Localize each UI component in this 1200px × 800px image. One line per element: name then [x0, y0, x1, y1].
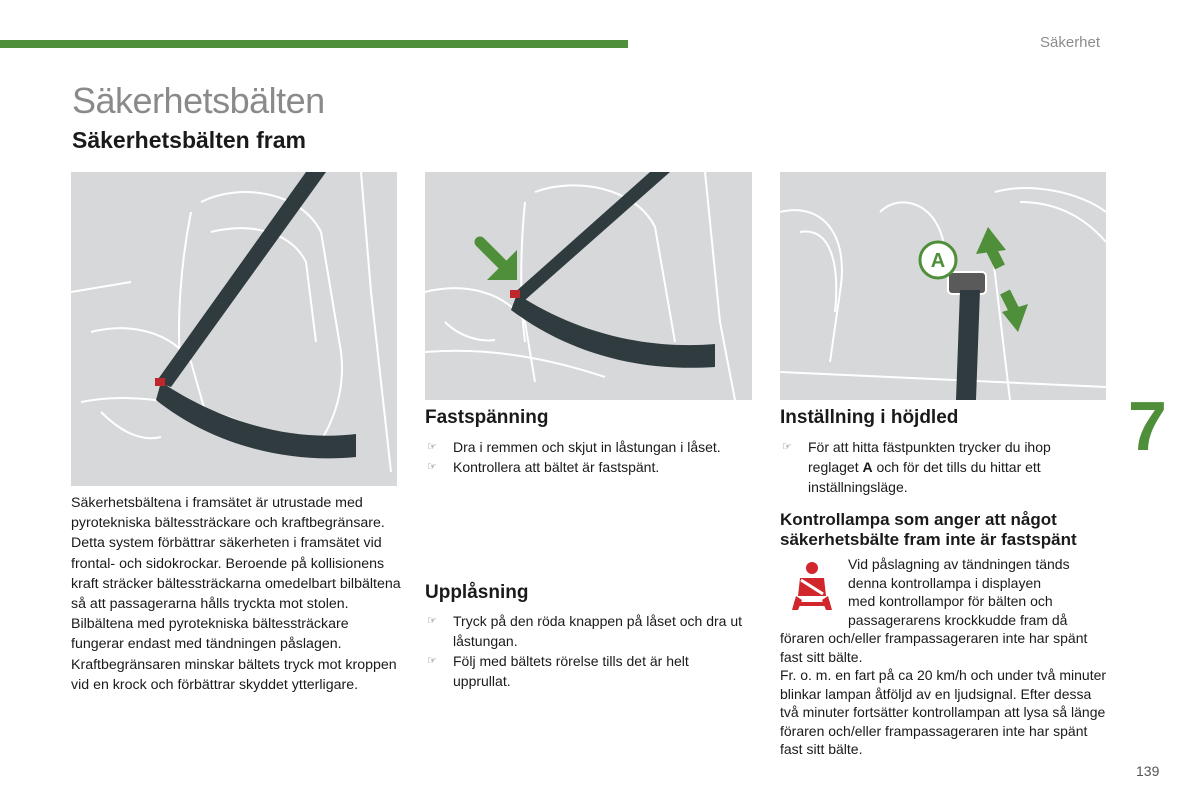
- fastening-list: [425, 437, 755, 477]
- lamp-line: med kontrollampor för bälten och: [848, 593, 1053, 609]
- fastening-heading: Fastspänning: [425, 407, 549, 428]
- list-item: ☞ Kontrollera att bältet är fastspänt.: [427, 459, 660, 475]
- unlocking-list: [425, 611, 745, 691]
- height-adjustment-illustration: [780, 172, 1106, 400]
- fastening-illustration: [425, 172, 752, 400]
- list-item: ☞ Tryck på den röda knappen på låset och dra ut låstungan.: [427, 613, 742, 649]
- unlocking-heading: Upplåsning: [425, 582, 529, 603]
- pointer-icon: ☞: [427, 461, 437, 473]
- section-label: Säkerhet: [1040, 34, 1101, 51]
- height-heading: Inställning i höjdled: [780, 407, 959, 428]
- page-subtitle: Säkerhetsbälten fram: [72, 127, 306, 153]
- intro-paragraph: Kraftbegränsaren minskar bältets tryck mot kroppen vid en krock och förbättrar skyddet ytterligare.: [71, 656, 397, 693]
- lamp-line: passagerarens krockkudde fram då: [848, 611, 1068, 628]
- seatbelt-overview-illustration: [71, 172, 397, 486]
- pointer-icon: ☞: [427, 441, 437, 453]
- label-A-text: A: [930, 250, 946, 272]
- list-item: ☞ Dra i remmen och skjut in låstungan i låset.: [427, 439, 721, 455]
- intro-text: [71, 493, 401, 695]
- lamp-line: denna kontrollampa i displayen: [848, 574, 1042, 591]
- label-A-badge: [920, 242, 956, 278]
- pointer-icon: ☞: [427, 655, 437, 667]
- lamp-line: Vid påslagning av tändningen tänds: [848, 556, 1070, 572]
- header-accent-bar: [0, 40, 628, 48]
- intro-paragraph: Bilbältena med pyrotekniska bältessträckare fungerar endast med tändningen påslagen.: [71, 616, 349, 653]
- lamp-paragraph: föraren och/eller frampassageraren inte har spänt fast sitt bälte.: [780, 630, 1088, 665]
- warning-lamp-heading: Kontrollampa som anger att något säkerhetsbälte fram inte är fastspänt: [780, 510, 1077, 549]
- lamp-paragraph: Fr. o. m. en fart på ca 20 km/h och under två minuter blinkar lampan åtföljd av en ljudsignal. Efter dessa två minuter fortsätter kontrollampan att lysa så länge föraren och/eller frampassageraren inte har spänt fast sitt bälte.: [780, 667, 1107, 757]
- insert-arrow-icon: [480, 242, 517, 280]
- page-number: 139: [1136, 763, 1160, 779]
- list-item: ☞ Följ med bältets rörelse tills det är helt upprullat.: [427, 653, 689, 689]
- intro-paragraph: Detta system förbättrar säkerheten i framsätet vid frontal- och sidokrockar. Beroende på kollisionens kraft sträcker bältessträckarna omedelbart bilbältena så att passagerarna hålls tryckta mot stolen.: [71, 535, 401, 613]
- warning-lamp-text: [780, 555, 1110, 759]
- pointer-icon: ☞: [782, 441, 792, 453]
- pointer-icon: ☞: [427, 615, 437, 627]
- height-list: [780, 437, 1095, 497]
- page-title: Säkerhetsbälten: [72, 80, 325, 121]
- list-item: ☞ För att hitta fästpunkten trycker du ihop reglaget A och för det tills du hittar ett inställningsläge.: [782, 439, 1051, 495]
- intro-paragraph: Säkerhetsbältena i framsätet är utrustade med pyrotekniska bältessträckare och kraftbegränsare.: [71, 495, 385, 532]
- chapter-number: 7: [1128, 387, 1167, 465]
